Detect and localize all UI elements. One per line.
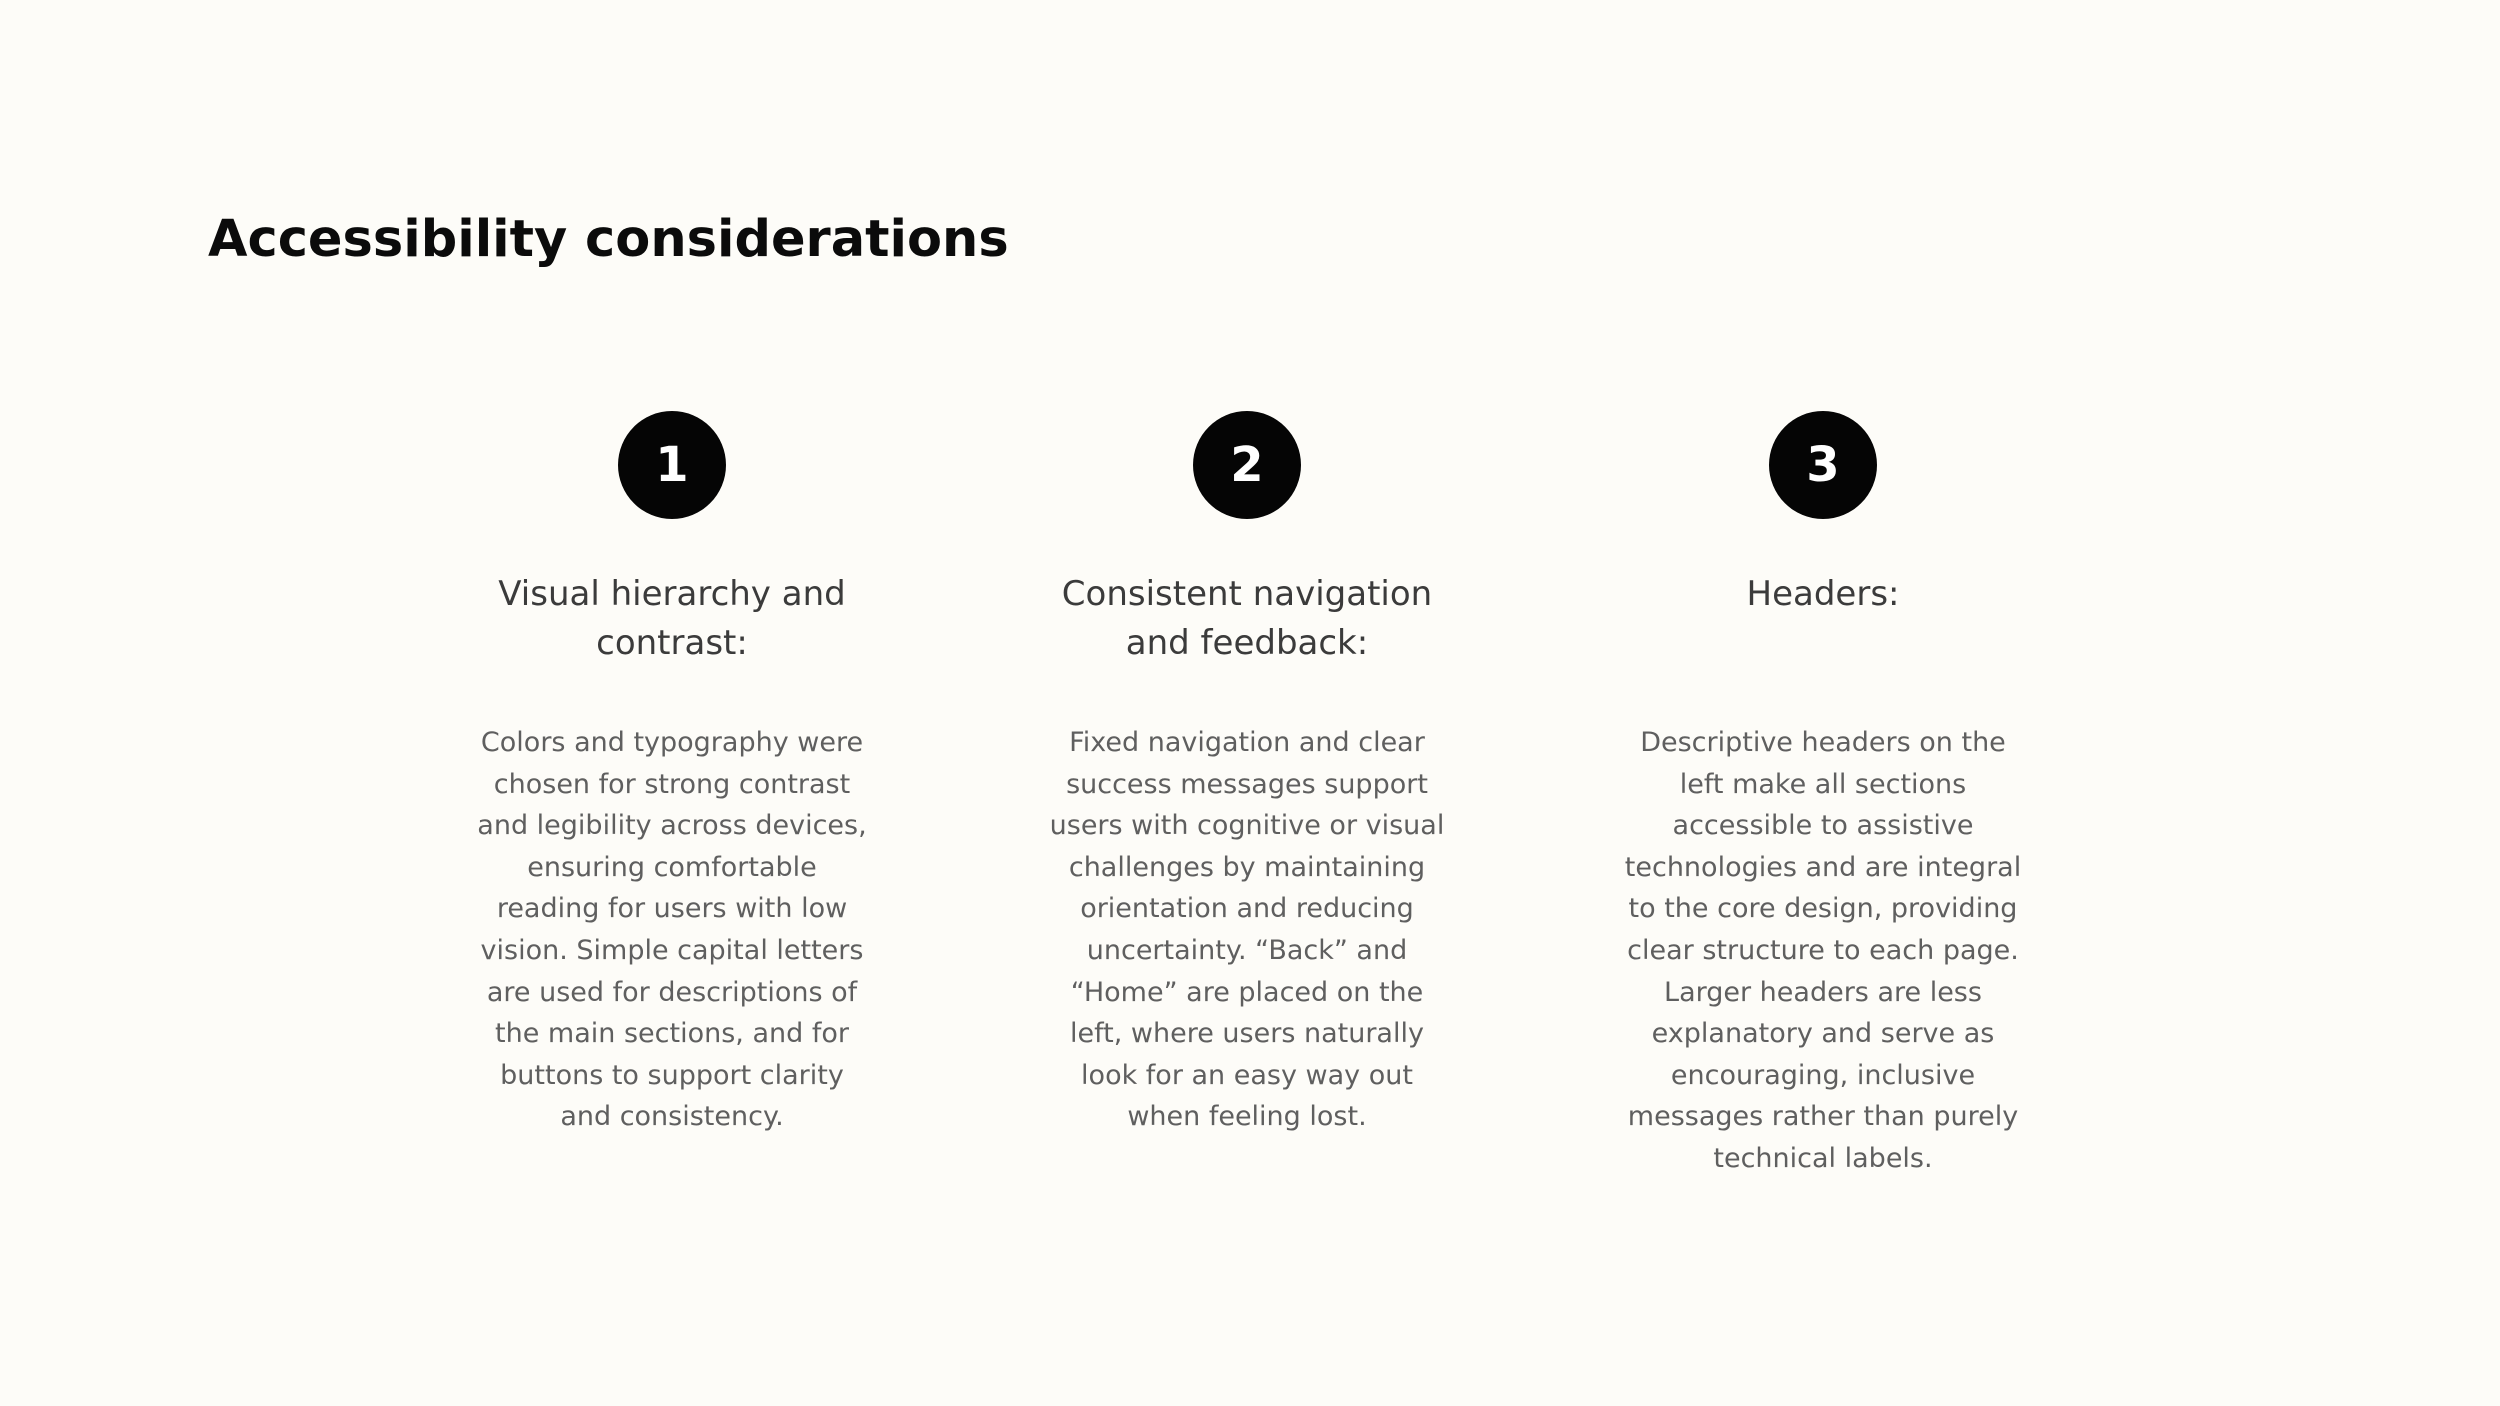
number-badge: 3 [1769,411,1877,519]
consideration-description: Colors and typography were chosen for strong contrast and legibility across devices, ensuring comfortable reading for users with low vision. Simple capital letters are used for descriptions of the main sections, and for buttons to support clarity and consistency. [477,727,867,1133]
slide-title: Accessibility considerations [208,210,1009,269]
consideration-column-3 [1623,411,2023,1180]
consideration-heading: Headers: [1746,574,1900,614]
consideration-description: Fixed navigation and clear success messages support users with cognitive or visual challenges by maintaining orientation and reducing uncertainty. “Back” and “Home” are placed on the left, where users naturally look for an easy way out when feeling lost. [1049,727,1445,1133]
consideration-column-1 [472,411,872,1138]
consideration-column-2 [1047,411,1447,1138]
consideration-heading: Consistent navigation and feedback: [1061,574,1433,663]
number-badge: 2 [1193,411,1301,519]
consideration-description: Descriptive headers on the left make all sections accessible to assistive technologies and are integral to the core design, providing clear structure to each page. Larger headers are less explanatory and serve as encouraging, inclusive messages rather than purely technical labels. [1624,727,2022,1174]
number-badge: 1 [618,411,726,519]
consideration-heading: Visual hierarchy and contrast: [498,574,846,663]
